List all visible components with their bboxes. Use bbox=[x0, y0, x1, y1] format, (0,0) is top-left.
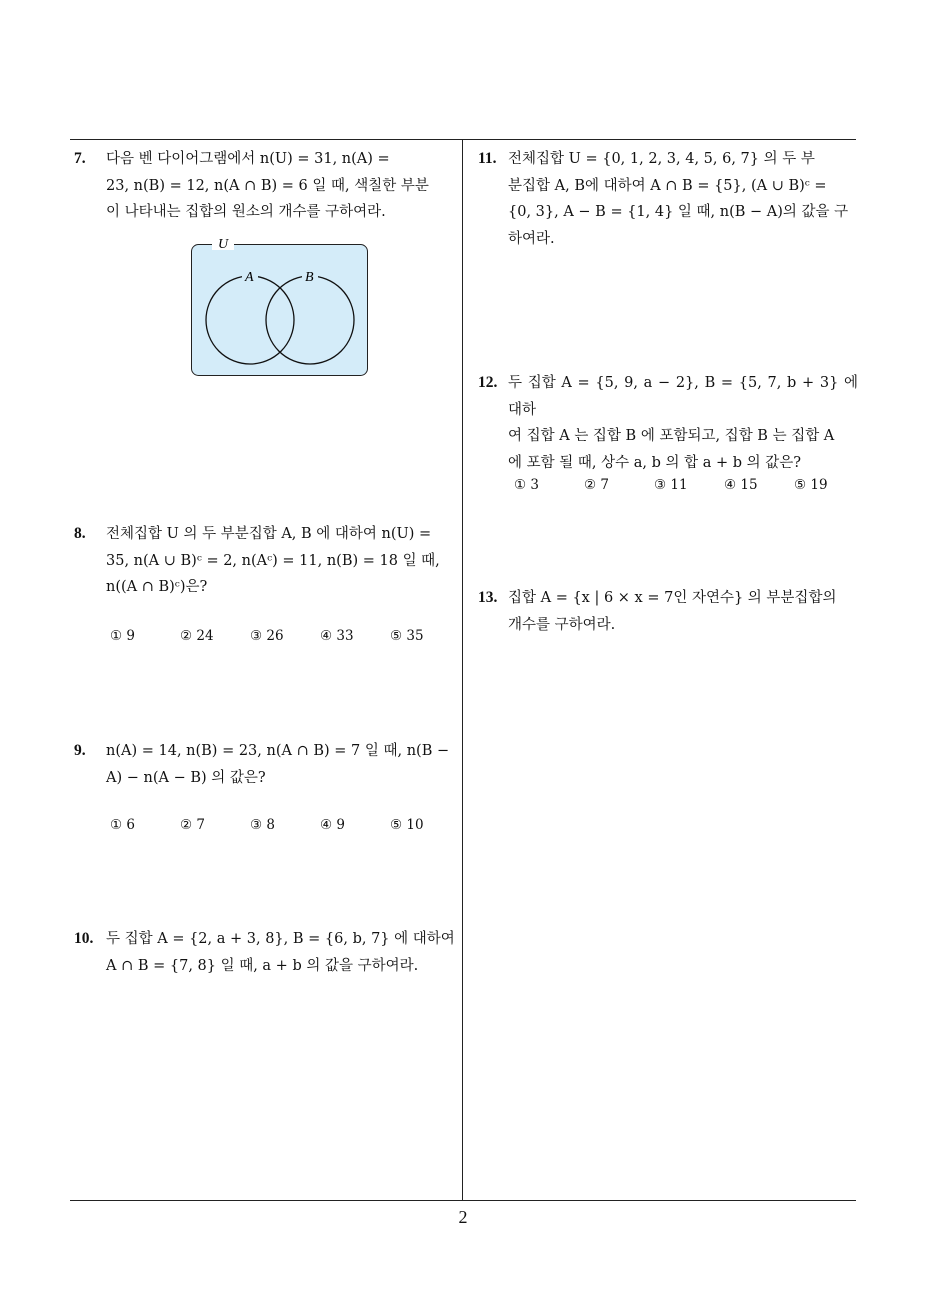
choice-3[interactable]: ③ 11 bbox=[654, 477, 688, 493]
question-number: 11. bbox=[478, 150, 497, 167]
choice-2[interactable]: ② 7 bbox=[584, 477, 609, 493]
question-text-line: 여 집합 A 는 집합 B 에 포함되고, 집합 B 는 집합 A bbox=[508, 428, 835, 444]
question-number: 8. bbox=[74, 525, 86, 542]
question-text-line: 두 집합 A = {2, a + 3, 8}, B = {6, b, 7} 에 대하여 bbox=[106, 931, 455, 947]
question-text-line: A ∩ B = {7, 8} 일 때, a + b 의 값을 구하여라. bbox=[106, 957, 419, 974]
question-number: 13. bbox=[478, 589, 498, 606]
venn-diagram bbox=[188, 233, 372, 379]
question-text-line: 전체집합 U 의 두 부분집합 A, B 에 대하여 n(U) = bbox=[106, 526, 432, 542]
question-text-line: 35, n(A ∪ B)ᶜ = 2, n(Aᶜ) = 11, n(B) = 18 일 때, bbox=[106, 552, 440, 569]
question-text-line: A) − n(A − B) 의 값은? bbox=[106, 769, 266, 786]
question-number: 10. bbox=[74, 930, 94, 947]
question-text-line: 분집합 A, B에 대하여 A ∩ B = {5}, (A ∪ B)ᶜ = bbox=[508, 177, 827, 194]
question-text-line: 하여라. bbox=[508, 230, 555, 247]
choice-5[interactable]: ⑤ 10 bbox=[390, 817, 424, 833]
question-number: 9. bbox=[74, 742, 86, 759]
choice-3[interactable]: ③ 8 bbox=[250, 817, 275, 833]
question-text-line: 개수를 구하여라. bbox=[508, 616, 616, 633]
page-number: 2 bbox=[458, 1207, 468, 1227]
choice-5[interactable]: ⑤ 35 bbox=[390, 628, 424, 644]
column-divider bbox=[462, 139, 463, 1201]
question-text-line: {0, 3}, A − B = {1, 4} 일 때, n(B − A)의 값을 구 bbox=[508, 204, 849, 220]
choice-4[interactable]: ④ 9 bbox=[320, 817, 345, 833]
choice-1[interactable]: ① 9 bbox=[110, 628, 135, 644]
choice-2[interactable]: ② 7 bbox=[180, 817, 205, 833]
choice-4[interactable]: ④ 15 bbox=[724, 477, 758, 493]
choice-4[interactable]: ④ 33 bbox=[320, 628, 354, 644]
bottom-rule bbox=[70, 1200, 856, 1201]
question-text-line: 집합 A = {x | 6 × x = 7인 자연수} 의 부분집합의 bbox=[508, 590, 837, 606]
question-text-line: 에 포함 될 때, 상수 a, b 의 합 a + b 의 값은? bbox=[508, 454, 801, 471]
question-text-line: 23, n(B) = 12, n(A ∩ B) = 6 일 때, 색칠한 부분 bbox=[106, 177, 429, 194]
choice-5[interactable]: ⑤ 19 bbox=[794, 477, 828, 493]
question-text-line: 두 집합 A = {5, 9, a − 2}, B = {5, 7, b + 3} 에 대하 bbox=[508, 375, 858, 418]
question-text-line: 다음 벤 다이어그램에서 n(U) = 31, n(A) = bbox=[106, 151, 390, 167]
question-number: 7. bbox=[74, 150, 86, 167]
choice-1[interactable]: ① 3 bbox=[514, 477, 539, 493]
choice-1[interactable]: ① 6 bbox=[110, 817, 135, 833]
universe-box bbox=[192, 245, 368, 376]
question-text-line: n(A) = 14, n(B) = 23, n(A ∩ B) = 7 일 때, n(B − bbox=[106, 743, 450, 759]
question-text-line: 이 나타내는 집합의 원소의 개수를 구하여라. bbox=[106, 204, 386, 220]
top-rule bbox=[70, 139, 856, 140]
question-text-line: n((A ∩ B)ᶜ)은? bbox=[106, 579, 208, 595]
set-a-label: A bbox=[245, 270, 254, 285]
universe-label: U bbox=[218, 237, 229, 252]
set-b-label: B bbox=[305, 270, 314, 285]
choice-2[interactable]: ② 24 bbox=[180, 628, 214, 644]
question-text-line: 전체집합 U = {0, 1, 2, 3, 4, 5, 6, 7} 의 두 부 bbox=[508, 151, 815, 167]
question-number: 12. bbox=[478, 374, 498, 391]
choice-3[interactable]: ③ 26 bbox=[250, 628, 284, 644]
